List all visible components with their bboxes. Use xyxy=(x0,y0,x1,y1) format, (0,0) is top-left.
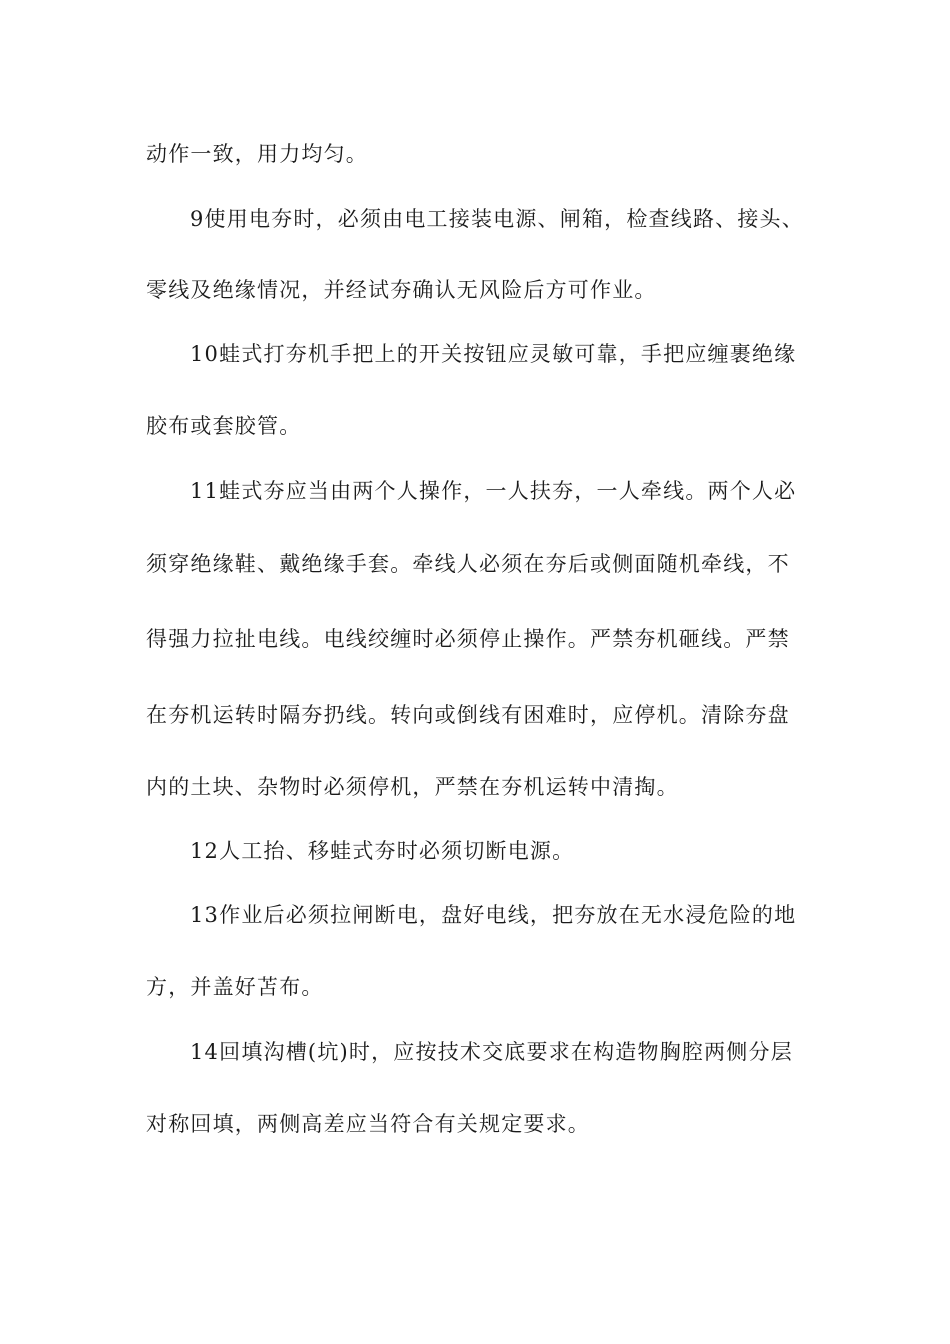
paragraph-11-line-1: 11蛙式夯应当由两个人操作，一人扶夯，一人牵线。两个人必 xyxy=(190,479,797,503)
text-line: 方，并盖好苫布。 xyxy=(146,975,324,999)
paragraph-13-line-1: 13作业后必须拉闸断电，盘好电线，把夯放在无水浸危险的地 xyxy=(190,903,797,927)
text-line: 得强力拉扯电线。电线绞缠时必须停止操作。严禁夯机砸线。严禁 xyxy=(146,627,790,651)
text-line: 动作一致，用力均匀。 xyxy=(146,142,368,166)
text-line: 胶布或套胶管。 xyxy=(146,414,302,438)
paragraph-12-line-1: 12人工抬、移蛙式夯时必须切断电源。 xyxy=(190,839,575,863)
paragraph-10-line-1: 10蛙式打夯机手把上的开关按钮应灵敏可靠，手把应缠裹绝缘 xyxy=(190,342,797,366)
text-line: 对称回填，两侧高差应当符合有关规定要求。 xyxy=(146,1112,590,1136)
text-line: 内的土块、杂物时必须停机，严禁在夯机运转中清掏。 xyxy=(146,775,679,799)
paragraph-9-line-1: 9使用电夯时，必须由电工接装电源、闸箱，检查线路、接头、 xyxy=(190,207,804,231)
text-line: 在夯机运转时隔夯扔线。转向或倒线有困难时，应停机。清除夯盘 xyxy=(146,703,790,727)
text-line: 须穿绝缘鞋、戴绝缘手套。牵线人必须在夯后或侧面随机牵线，不 xyxy=(146,552,790,576)
paragraph-14-line-1: 14回填沟槽(坑)时，应按技术交底要求在构造物胸腔两侧分层 xyxy=(190,1040,793,1064)
text-line: 零线及绝缘情况，并经试夯确认无风险后方可作业。 xyxy=(146,278,657,302)
